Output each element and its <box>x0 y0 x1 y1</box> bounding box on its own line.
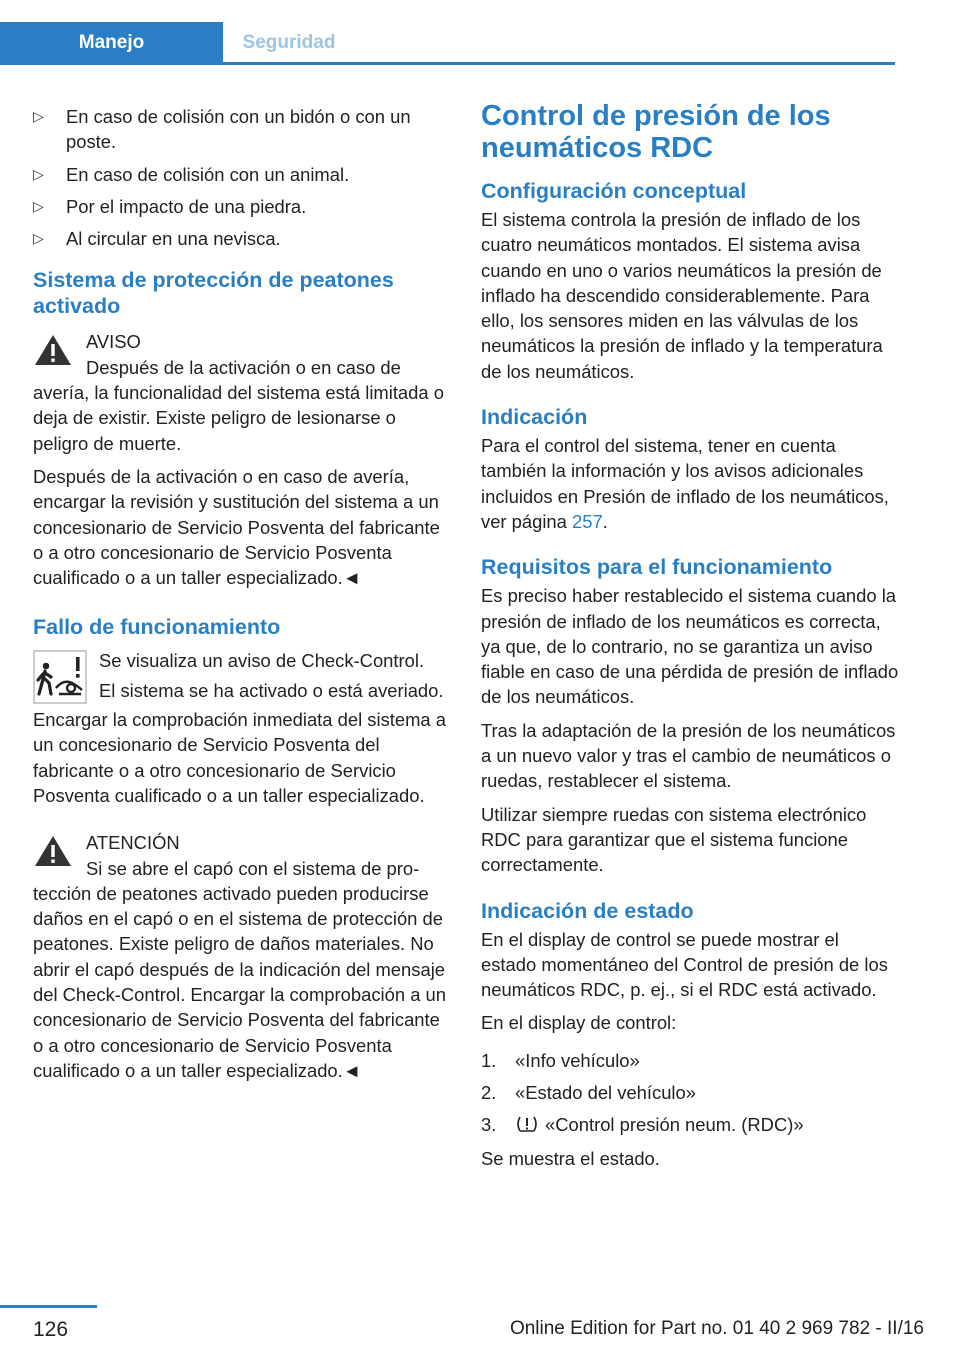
paragraph: En el display de control se puede mostrar el estado momentáneo del Control de presión de los neumáticos RDC, p. ej., si el RDC está activado. <box>481 928 888 1001</box>
warning-triangle-icon <box>33 833 73 869</box>
list-item: ▷ En caso de colisión con un bidón o con un poste. <box>33 106 411 153</box>
caution-label: ATENCIÓN <box>86 832 180 854</box>
tire-pressure-icon <box>515 1114 539 1134</box>
paragraph: Utilizar siempre ruedas con sistema electrónico RDC para garantizar que el sistema funcione correctamente. <box>481 803 867 876</box>
footer-edition: Online Edition for Part no. 01 40 2 969 782 - II/16 <box>509 1318 924 1339</box>
right-column <box>481 100 899 1179</box>
list-item: 1. «Info vehículo» <box>481 1049 640 1071</box>
bullet-marker: ▷ <box>33 108 44 124</box>
paragraph: En el display de control: <box>481 1012 677 1034</box>
warning-text: avería, la funcionalidad del sistema está limitada o deja de existir. Existe peligro de lesionarse o peligro de muerte. <box>33 382 444 454</box>
page-link[interactable]: 257 <box>572 510 603 532</box>
paragraph: Para el control del sistema, tener en cuenta también la información y los avisos adicionales incluidos en Presión de inflado de los neumáticos, ver página 257. <box>481 435 889 532</box>
indicator-note <box>33 648 451 703</box>
caution-text: tección de peatones activado pueden producirse daños en el capó o en el sistema de protección de peatones. Existe peligro de daños materiales. No abrir el capó después de la indicación del mensaje del Check-Control. Encargar la comprobación a un concesionario de Servicio Posventa del fabricante o a otro concesionario de Servicio Posventa cualificado o a un taller especializado.◄ <box>33 882 446 1081</box>
warning-note <box>33 329 451 455</box>
page-number-rule <box>0 1305 97 1308</box>
steps-list <box>481 1048 899 1138</box>
chapter-tabs <box>0 22 895 65</box>
paragraph: Es preciso haber restablecido el sistema cuando la presión de inflado de los neumáticos es correcta, ya que, de lo contrario, no se garantiza un aviso fiable en caso de una pérdida de presión de inflado de los neumáticos. <box>481 585 899 708</box>
pedestrian-protection-icon <box>33 650 87 704</box>
tab-manejo[interactable]: Manejo <box>0 22 223 62</box>
fallo-text-2: El sistema se ha activado o está averiado. <box>99 679 444 701</box>
fallo-text-1: Se visualiza un aviso de Check-Control. <box>99 650 425 672</box>
warning-triangle-icon <box>33 332 73 368</box>
page-number: 126 <box>33 1318 69 1341</box>
paragraph: Se muestra el estado. <box>481 1147 660 1169</box>
section-title: Fallo de funcionamiento <box>33 615 281 640</box>
chapter-title: Control de presión de los neumáticos RDC <box>481 100 831 164</box>
paragraph: Tras la adaptación de la presión de los neumáticos a un nuevo valor y tras el cambio de neumáticos o ruedas, restablecer el sistema. <box>481 719 896 792</box>
list-item: ▷ Al circular en una nevisca. <box>33 226 451 251</box>
bullet-marker: ▷ <box>33 165 44 182</box>
warning-label: AVISO <box>86 331 141 353</box>
bullet-marker: ▷ <box>33 197 44 214</box>
list-item: ▷ En caso de colisión con un animal. <box>33 162 451 187</box>
bullet-list <box>33 104 451 251</box>
tab-seguridad[interactable]: Seguridad <box>242 32 336 53</box>
caution-text-first: Si se abre el capó con el sistema de pro- <box>86 857 420 879</box>
warning-text-first: Después de la activación o en caso de <box>86 356 401 378</box>
section-title: Sistema de protección de peatones activado <box>33 268 394 319</box>
section-title: Indicación de estado <box>481 898 694 923</box>
caution-note <box>33 830 451 1083</box>
section-title: Requisitos para el funcionamiento <box>481 555 833 580</box>
section-title: Configuración conceptual <box>481 179 747 203</box>
bullet-marker: ▷ <box>33 230 44 247</box>
section-title: Indicación <box>481 405 588 430</box>
left-column <box>33 104 451 1091</box>
paragraph: El sistema controla la presión de inflado de los cuatro neumáticos montados. El sistema avisa cuando en uno o varios neumáticos la presión de inflado ha descendido considerablemente. Para ello, los sensores miden en las válvulas de los neumáticos la presión de inflado y la temperatura de los neumáticos. <box>481 209 883 382</box>
list-item: 3. «Control presión neum. (RDC)» <box>481 1114 804 1136</box>
list-item: ▷ Por el impacto de una piedra. <box>33 194 451 219</box>
paragraph: Después de la activación o en caso de avería, encargar la revisión y sustitución del sistema a un concesionario de Servicio Posventa del fabricante o a otro concesionario de Servicio Posventa cualificado o a un taller especializado.◄ <box>33 465 440 589</box>
paragraph: Encargar la comprobación inmediata del sistema a un concesionario de Servicio Posventa del fabricante o a otro concesionario de Servicio Posventa cualificado o a un taller especializado. <box>33 709 446 806</box>
list-item: 2. «Estado del vehículo» <box>481 1082 696 1104</box>
